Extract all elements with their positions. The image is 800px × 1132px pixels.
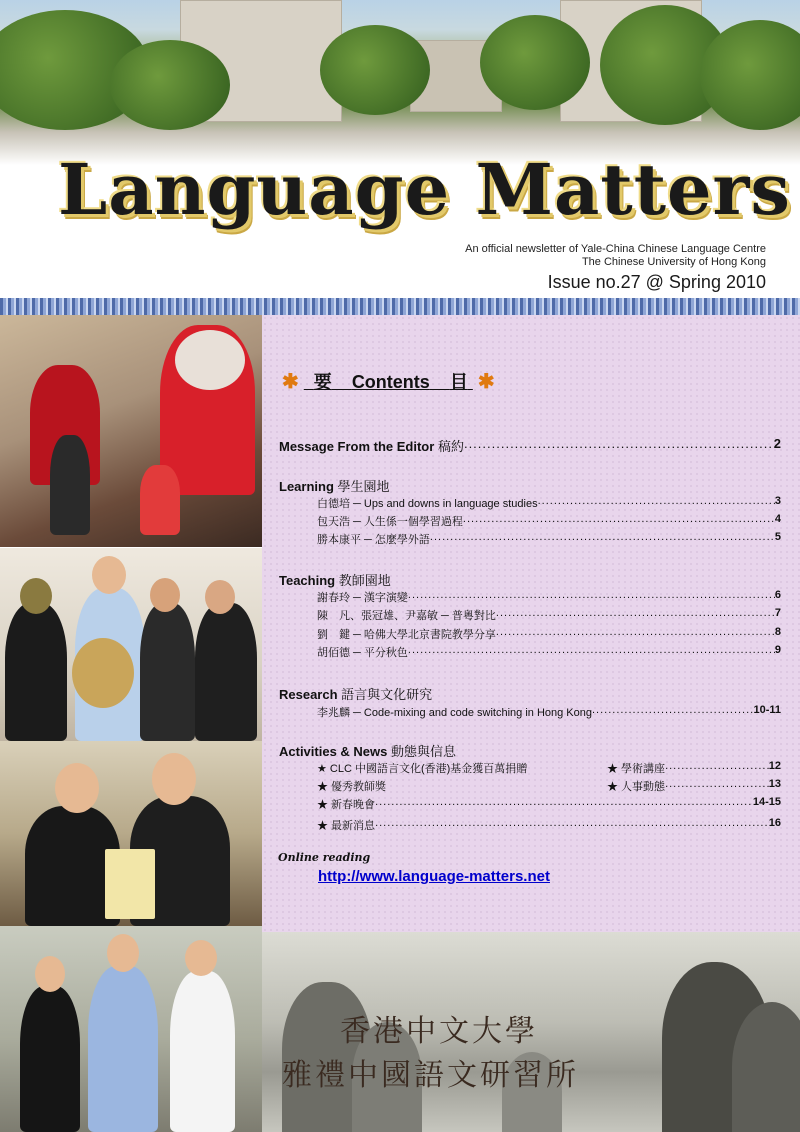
toc-page-number: 10-11 — [753, 704, 781, 716]
online-reading-link[interactable]: http://www.language-matters.net — [318, 868, 550, 885]
toc-editor-title: Message From the Editor — [279, 439, 435, 454]
calligraphy-line1: 香港中文大學 — [340, 1014, 538, 1049]
toc-entry[interactable] — [317, 626, 781, 642]
toc-editor-title-cn: 稿約 — [437, 439, 464, 454]
toc-entry[interactable] — [317, 778, 602, 794]
photo-award — [0, 741, 262, 926]
toc-page-number: 13 — [768, 778, 781, 790]
contents-title-cn2: 目 — [449, 372, 468, 392]
toc-entry-text: 陳 凡、張冠雄、尹嘉敏 ─ 普粵對比 — [317, 610, 496, 622]
tagline-organization: An official newsletter of Yale-China Chinese Language Centre — [465, 243, 766, 255]
toc-entry-text: 勝本康平 ─ 怎麼學外語 — [317, 534, 430, 546]
toc-entry-text: 劉 鍵 ─ 哈佛大學北京書院教學分享 — [317, 629, 496, 641]
online-reading-label: Online reading — [278, 851, 371, 864]
toc-entry-text: ★ 最新消息 — [317, 820, 376, 832]
section-teaching — [279, 570, 391, 589]
toc-entry-text: ★ 人事動態 — [607, 781, 666, 793]
toc-page-number: 8 — [774, 626, 781, 638]
issue-number: Issue no.27 @ Spring 2010 — [547, 272, 766, 292]
toc-entry[interactable] — [317, 704, 781, 720]
toc-page-number: 4 — [774, 513, 781, 525]
toc-entry-editor[interactable] — [279, 436, 781, 455]
toc-page-number: 14-15 — [752, 796, 781, 808]
contents-title-en: Contents — [351, 372, 430, 392]
toc-entry-text: ★ 新春晚會 — [317, 799, 376, 811]
photo-group-three — [0, 926, 262, 1132]
toc-page-number: 5 — [774, 531, 781, 543]
section-teaching-heading-cn: 教師園地 — [338, 573, 391, 588]
photo-lion-dance — [0, 315, 262, 547]
tagline-university: The Chinese University of Hong Kong — [581, 256, 766, 268]
toc-entry-text: 李兆麟 ─ Code-mixing and code switching in Hong Kong — [317, 707, 592, 719]
section-research-heading: Research — [279, 687, 338, 702]
section-learning — [279, 476, 390, 495]
toc-entry-text: ★ CLC 中國語言文化(香港)基金獲百萬捐贈 — [317, 763, 528, 775]
toc-entry-text: 胡佰德 ─ 平分秋色 — [317, 647, 408, 659]
section-learning-heading-cn: 學生園地 — [337, 479, 390, 494]
toc-entry[interactable] — [317, 760, 602, 776]
toc-entry[interactable] — [607, 760, 781, 776]
toc-entry-text: ★ 學術講座 — [607, 763, 666, 775]
toc-entry[interactable] — [317, 513, 781, 529]
section-activities — [279, 741, 456, 760]
toc-entry[interactable] — [317, 644, 781, 660]
toc-entry[interactable] — [317, 796, 781, 812]
toc-page-number: 16 — [768, 817, 781, 829]
section-teaching-heading: Teaching — [279, 573, 336, 588]
section-research-heading-cn: 語言與文化研究 — [341, 687, 433, 702]
section-activities-heading: Activities & News — [279, 744, 388, 759]
toc-entry-text: 白德培 ─ Ups and downs in language studies — [317, 498, 538, 510]
toc-entry[interactable] — [607, 778, 781, 794]
toc-entry[interactable] — [317, 817, 781, 833]
photo-group-four — [0, 548, 262, 741]
toc-entry-text: 包天浩 ─ 人生係一個學習過程 — [317, 516, 463, 528]
toc-page-number: 2 — [773, 436, 781, 451]
calligraphy-line2: 雅禮中國語文研習所 — [282, 1058, 579, 1093]
toc-page-number: 9 — [774, 644, 781, 656]
contents-title — [282, 368, 495, 394]
masthead-title: Language Matters — [58, 148, 791, 231]
contents-panel — [262, 315, 800, 932]
toc-entry[interactable] — [317, 495, 781, 511]
section-activities-heading-cn: 動態與信息 — [391, 744, 457, 759]
toc-page-number: 6 — [774, 589, 781, 601]
section-learning-heading: Learning — [279, 479, 334, 494]
toc-entry[interactable] — [317, 607, 781, 623]
section-research — [279, 684, 432, 703]
toc-page-number: 3 — [774, 495, 781, 507]
decorative-band — [0, 298, 800, 315]
toc-entry[interactable] — [317, 531, 781, 547]
contents-title-cn1: 要 — [313, 372, 332, 392]
star-icon: ✱ — [282, 371, 299, 393]
toc-entry-text: ★ 優秀教師獎 — [317, 781, 387, 793]
toc-page-number: 7 — [774, 607, 781, 619]
toc-entry-text: 謝春玲 ─ 漢字演變 — [317, 592, 408, 604]
toc-page-number: 12 — [768, 760, 781, 772]
star-icon: ✱ — [477, 371, 495, 393]
header-campus-photo — [0, 0, 800, 165]
toc-entry[interactable] — [317, 589, 781, 605]
